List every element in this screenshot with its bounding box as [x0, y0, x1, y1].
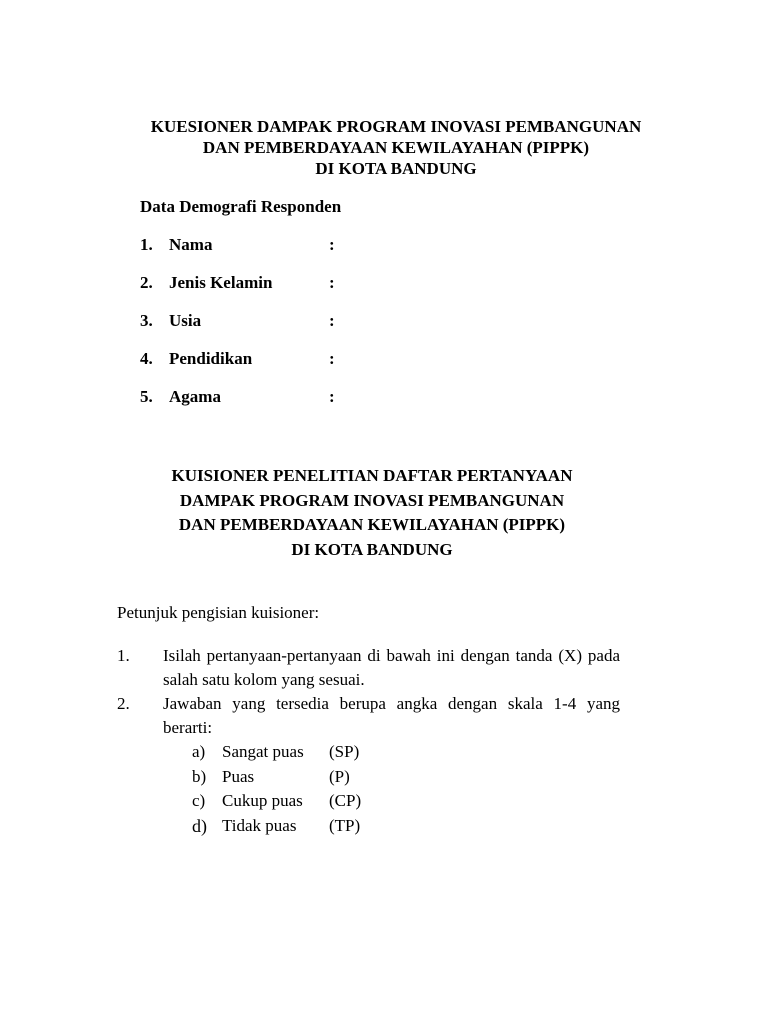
demographics-item-usia [140, 310, 440, 348]
item-colon: : [329, 273, 335, 292]
item-label: Agama [169, 387, 221, 406]
demographics-item-agama [140, 386, 440, 424]
item-label: Pendidikan [169, 349, 253, 368]
instruction-text: Jawaban yang tersedia berupa angka dengan skala 1-4 yang berarti: [163, 694, 620, 737]
scale-item-sp [192, 740, 452, 765]
scale-name: Cukup puas [222, 791, 303, 810]
demographics-list [140, 234, 440, 424]
scale-abbr: (TP) [329, 815, 361, 835]
instruction-item-2 [117, 692, 620, 740]
title-line-1: KUISIONER PENELITIAN DAFTAR PERTANYAAN [171, 466, 573, 485]
item-colon: : [329, 349, 335, 368]
scale-item-cp [192, 789, 452, 814]
demographics-item-nama [140, 234, 440, 272]
scale-abbr: (CP) [329, 791, 362, 810]
research-questionnaire-title [0, 464, 744, 562]
instruction-text: Isilah pertanyaan-pertanyaan di bawah ini dengan tanda (X) pada salah satu kolom yang sesuai. [163, 646, 620, 689]
title-line-3: DI KOTA BANDUNG [315, 159, 477, 178]
item-number: 3. [140, 311, 153, 330]
scale-letter: b) [192, 766, 207, 786]
title-line-2: DAMPAK PROGRAM INOVASI PEMBANGUNAN [179, 490, 565, 510]
scale-name: Sangat puas [222, 742, 304, 761]
scale-name: Tidak puas [222, 815, 297, 835]
item-label: Jenis Kelamin [169, 273, 273, 292]
instruction-number: 1. [117, 646, 130, 665]
item-colon: : [329, 311, 335, 330]
title-line-3: DAN PEMBERDAYAAN KEWILAYAHAN (PIPPK) [178, 515, 566, 534]
title-line-4: DI KOTA BANDUNG [291, 539, 453, 559]
item-number: 4. [140, 349, 153, 368]
item-colon: : [329, 387, 335, 406]
scale-letter: c) [192, 791, 206, 810]
item-label: Usia [169, 311, 202, 330]
scale-abbr: (P) [329, 766, 350, 786]
instruction-item-1 [117, 644, 620, 692]
questionnaire-title [0, 116, 768, 179]
scale-list [192, 740, 452, 838]
scale-name: Puas [222, 766, 255, 786]
item-number: 2. [140, 273, 153, 292]
instructions-heading: Petunjuk pengisian kuisioner: [117, 603, 320, 622]
title-line-2: DAN PEMBERDAYAAN KEWILAYAHAN (PIPPK) [202, 138, 590, 157]
demographics-heading: Data Demografi Responden [140, 197, 342, 216]
scale-item-tp [192, 814, 452, 839]
item-number: 5. [140, 387, 153, 406]
demographics-item-jenis-kelamin [140, 272, 440, 310]
demographics-item-pendidikan [140, 348, 440, 386]
scale-letter: a) [192, 742, 206, 761]
item-label: Nama [169, 235, 213, 254]
title-line-1: KUESIONER DAMPAK PROGRAM INOVASI PEMBANGUNAN [150, 117, 642, 136]
instruction-number: 2. [117, 694, 130, 713]
scale-letter: d) [192, 815, 207, 836]
item-colon: : [329, 235, 335, 254]
scale-abbr: (SP) [329, 742, 360, 761]
item-number: 1. [140, 235, 153, 254]
scale-item-p [192, 765, 452, 790]
